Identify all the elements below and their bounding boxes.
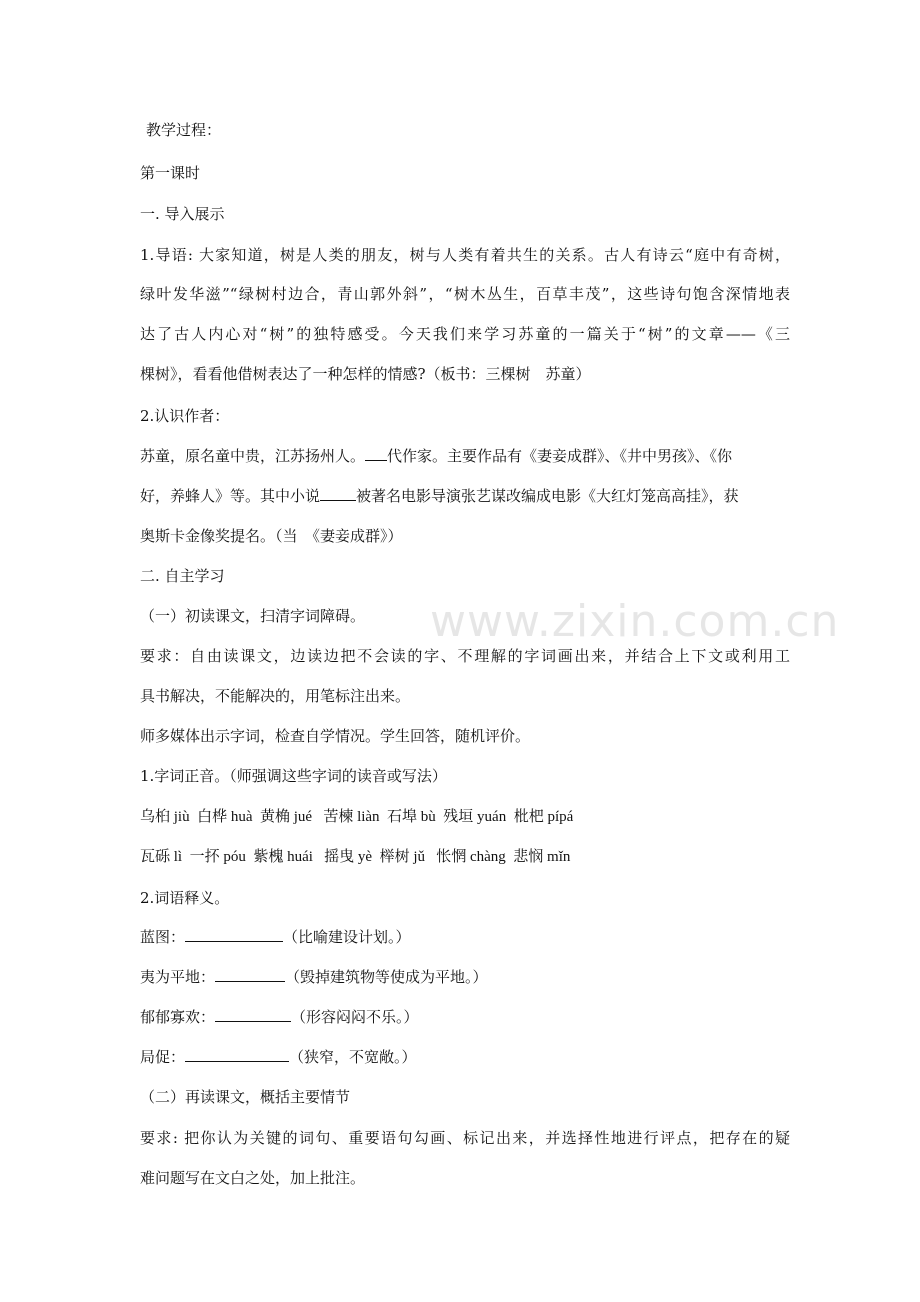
paragraph-line: 奥斯卡金像奖提名。（当 《妻妾成群》） xyxy=(140,527,403,545)
lesson-heading: 第一课时 xyxy=(140,164,201,182)
pinyin-line: 乌桕 jiù 白桦 huà 黄桷 jué 苦楝 liàn 石埠 bù 残垣 yuán 枇杷 pípá xyxy=(140,809,574,825)
fill-blank[interactable] xyxy=(185,925,283,942)
text-segment: 苏童，原名童中贵，江苏扬州人。 xyxy=(140,447,366,465)
vocab-term: 蓝图： xyxy=(140,928,186,946)
paragraph-line: 要求: 把你认为关键的词句、重要语句勾画、标记出来，并选择性地进行评点，把存在的疑 xyxy=(140,1129,790,1147)
vocab-item xyxy=(140,919,790,955)
fill-blank[interactable] xyxy=(215,965,285,982)
vocab-term: 夷为平地： xyxy=(140,968,216,986)
subheading-first-reading: （一）初读课文，扫清字词障碍。 xyxy=(140,607,366,625)
section-heading-intro: 一. 导入展示 xyxy=(140,205,225,223)
subheading-vocabulary: 2.词语释义。 xyxy=(140,889,230,907)
vocab-definition: （比喻建设计划。） xyxy=(283,928,411,946)
paragraph-line: 具书解决，不能解决的，用笔标注出来。 xyxy=(140,687,411,705)
paragraph-line: 1.导语: 大家知道，树是人类的朋友，树与人类有着共生的关系。古人有诗云“庭中有奇树， xyxy=(140,246,790,264)
paragraph-line: 棵树》，看看他借树表达了一种怎样的情感?（板书：三棵树 苏童） xyxy=(140,365,591,383)
paragraph-line: 师多媒体出示字词，检查自学情况。学生回答，随机评价。 xyxy=(140,727,531,745)
section-heading-process: 教学过程： xyxy=(146,121,222,139)
text-segment: 代作家。主要作品有《妻妾成群》、《井中男孩》、《你 xyxy=(387,447,733,465)
vocab-definition: （形容闷闷不乐。） xyxy=(291,1008,419,1026)
paragraph-line: 绿叶发华滋”“绿树村边合，青山郭外斜”，“树木丛生，百草丰茂”，这些诗句饱含深情地表 xyxy=(140,285,790,303)
paragraph-line: 达了古人内心对“树”的独特感受。今天我们来学习苏童的一篇关于“树”的文章——《三 xyxy=(140,325,790,343)
section-heading-self-study: 二. 自主学习 xyxy=(140,567,225,585)
fill-blank[interactable] xyxy=(185,1045,289,1062)
vocab-item xyxy=(140,959,790,995)
fill-blank[interactable] xyxy=(215,1005,291,1022)
text-segment: 被著名电影导演张艺谋改编成电影《大红灯笼高高挂》，获 xyxy=(356,487,739,505)
paragraph-line: 要求：自由读课文，边读边把不会读的字、不理解的字词画出来，并结合上下文或利用工 xyxy=(140,647,790,665)
vocab-definition: （狭窄，不宽敞。） xyxy=(289,1048,417,1066)
vocab-definition: （毁掉建筑物等使成为平地。） xyxy=(285,968,488,986)
vocab-term: 局促： xyxy=(140,1048,186,1066)
vocab-item xyxy=(140,999,790,1035)
subheading-pronunciation: 1.字词正音。（师强调这些字词的读音或写法） xyxy=(140,767,447,785)
vocab-item xyxy=(140,1039,790,1075)
pinyin-line: 瓦砾 lì 一抔 póu 紫槐 huái 摇曳 yè 榉树 jǔ 怅惘 chàng 悲悯 mǐn xyxy=(140,849,571,865)
fill-blank[interactable] xyxy=(365,444,387,461)
paragraph-line: 难问题写在文白之处，加上批注。 xyxy=(140,1169,366,1187)
subheading-author: 2.认识作者： xyxy=(140,407,230,425)
paragraph-line xyxy=(140,478,790,514)
fill-blank[interactable] xyxy=(320,484,356,501)
subheading-second-reading: （二）再读课文，概括主要情节 xyxy=(140,1088,351,1106)
paragraph-line xyxy=(140,438,790,474)
watermark: www.zixin.com.cn xyxy=(430,596,840,647)
vocab-term: 郁郁寡欢： xyxy=(140,1008,216,1026)
text-segment: 好，养蜂人》等。其中小说 xyxy=(140,487,321,505)
